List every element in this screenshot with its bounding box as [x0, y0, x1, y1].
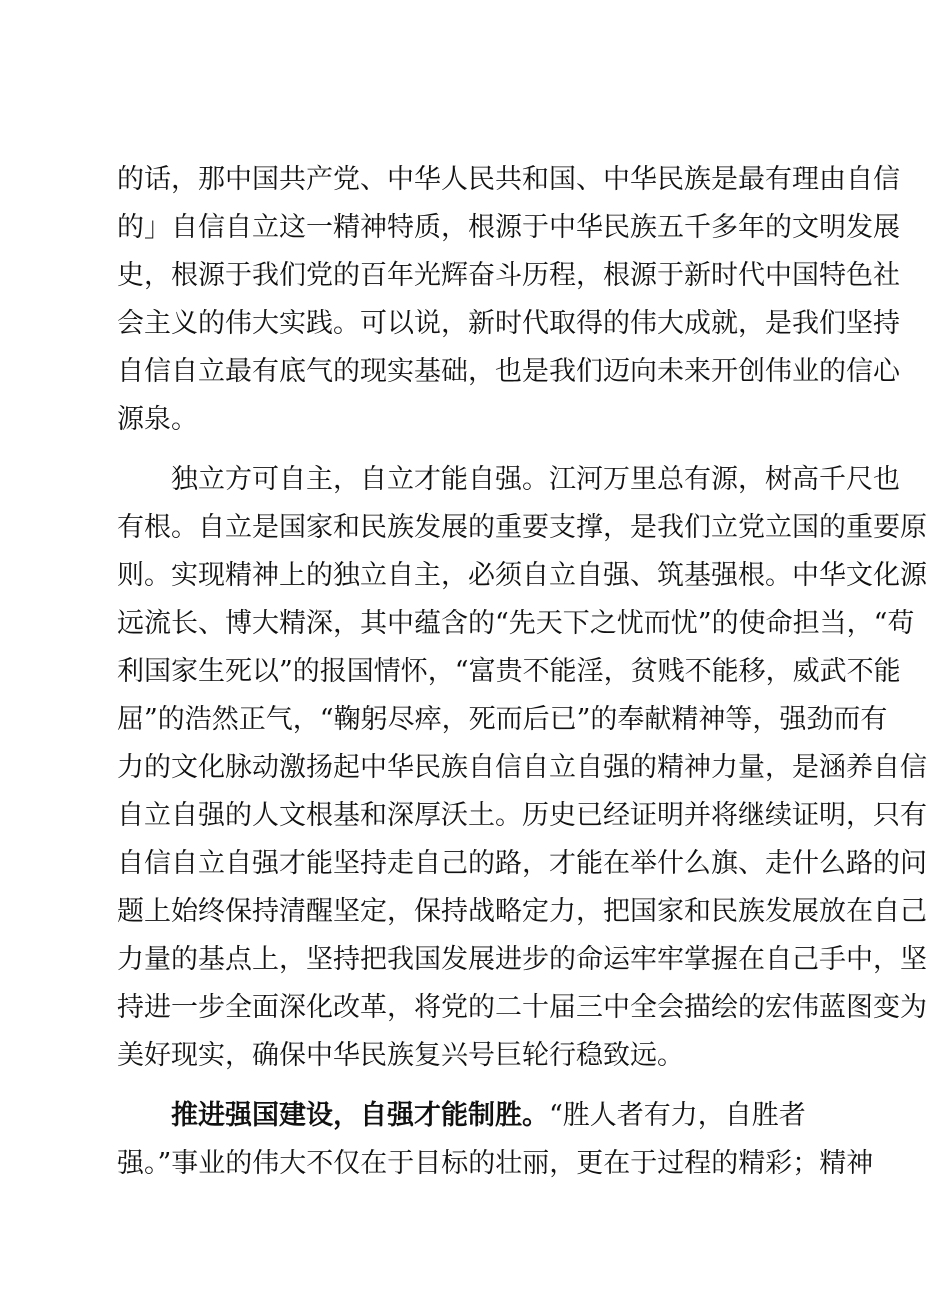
- paragraph-3-bold-lead: 推进强国建设，自强才能制胜。: [171, 1100, 549, 1131]
- paragraph-2-line-2: 有根。自立是国家和民族发展的重要支撑，是我们立党立国的重要原: [117, 512, 927, 543]
- paragraph-2-line-10: 题上始终保持清醒坚定，保持战略定力，把国家和民族发展放在自己: [117, 896, 927, 927]
- paragraph-1-line-4: 会主义的伟大实践。可以说，新时代取得的伟大成就，是我们坚持: [117, 308, 900, 339]
- paragraph-1-line-1: 的话，那中国共产党、中华人民共和国、中华民族是最有理由自信: [117, 164, 900, 195]
- paragraph-1-line-3: 史，根源于我们党的百年光辉奋斗历程，根源于新时代中国特色社: [117, 260, 900, 291]
- paragraph-2-line-13: 美好现实，确保中华民族复兴号巨轮行稳致远。: [117, 1040, 684, 1071]
- paragraph-1-line-2: 的」自信自立这一精神特质，根源于中华民族五千多年的文明发展: [117, 212, 900, 243]
- paragraph-2-line-8: 自立自强的人文根基和深厚沃土。历史已经证明并将继续证明，只有: [117, 800, 927, 831]
- paragraph-2-line-6: 屈”的浩然正气，“鞠躬尽瘁，死而后已”的奉献精神等，强劲而有: [117, 704, 888, 735]
- paragraph-2-line-5: 利国家生死以”的报国情怀，“富贵不能淫，贫贱不能移，威武不能: [117, 656, 901, 687]
- paragraph-2-line-12: 持进一步全面深化改革，将党的二十届三中全会描绘的宏伟蓝图变为: [117, 992, 927, 1023]
- paragraph-2-line-3: 则。实现精神上的独立自主，必须自立自强、筑基强根。中华文化源: [117, 560, 927, 591]
- paragraph-3-line-1: [171, 1096, 806, 1136]
- paragraph-2-line-1: 独立方可自主，自立才能自强。江河万里总有源，树高千尺也: [171, 464, 900, 495]
- paragraph-2-line-9: 自信自立自强才能坚持走自己的路，才能在举什么旗、走什么路的问: [117, 848, 927, 879]
- paragraph-2-line-4: 远流长、博大精深，其中蕴含的“先天下之忧而忧”的使命担当，“苟: [117, 608, 915, 639]
- paragraph-2-line-11: 力量的基点上，坚持把我国发展进步的命运牢牢掌握在自己手中，坚: [117, 944, 927, 975]
- paragraph-3-lead-rest: “胜人者有力，自胜者: [549, 1100, 806, 1131]
- paragraph-1-line-5: 自信自立最有底气的现实基础，也是我们迈向未来开创伟业的信心: [117, 356, 900, 387]
- paragraph-3-line-2: 强。”事业的伟大不仅在于目标的壮丽，更在于过程的精彩；精神: [117, 1148, 874, 1179]
- paragraph-1-line-6: 源泉。: [117, 404, 198, 435]
- paragraph-2-line-7: 力的文化脉动激扬起中华民族自信自立自强的精神力量，是涵养自信: [117, 752, 927, 783]
